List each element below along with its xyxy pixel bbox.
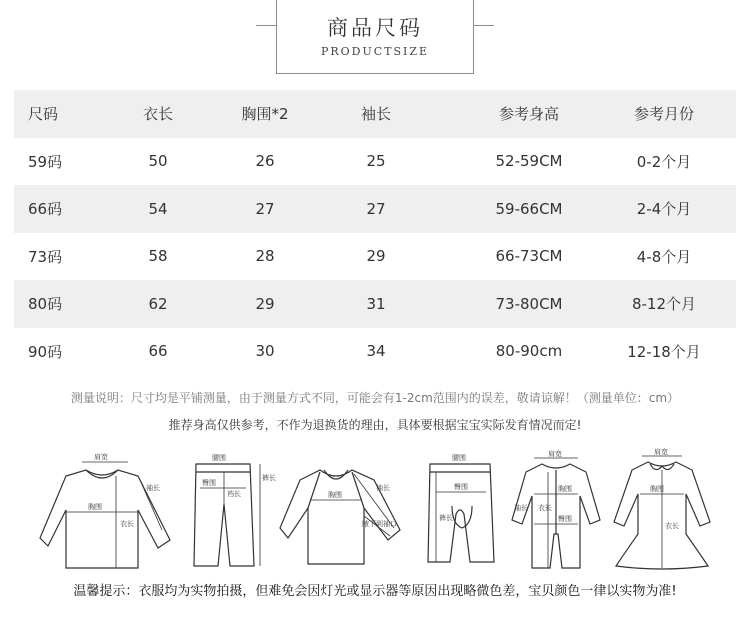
table-row — [14, 185, 736, 233]
table-row — [14, 328, 736, 376]
shirt-length-label: 衣长 — [120, 520, 134, 528]
table-cell: 29 — [255, 294, 275, 313]
table-cell: 12-18个月 — [627, 342, 701, 361]
table-cell: 8-12个月 — [631, 295, 697, 314]
shirt-chest-label: 胸围 — [88, 503, 102, 511]
raglan-sleeve-label: 袖长 — [376, 484, 390, 492]
pants-diagram — [190, 450, 276, 572]
table-cell: 27 — [255, 199, 275, 218]
pants-rise-label: 裆长 — [227, 490, 241, 498]
page-subtitle: PRODUCTSIZE — [320, 45, 430, 58]
table-cell: 58 — [148, 247, 168, 266]
table-cell: 90码 — [28, 342, 63, 361]
romper-chest-label: 胸围 — [558, 485, 572, 493]
table-cell: 34 — [366, 342, 386, 361]
column-header-length: 衣长 — [142, 105, 173, 124]
footer-note: 温馨提示：衣服均为实物拍摄，但难免会因灯光或显示器等原因出现略微色差，宝贝颜色一律以实物为准! — [73, 584, 677, 599]
table-cell: 73码 — [28, 247, 63, 266]
table-cell: 0-2个月 — [636, 152, 692, 171]
height-note: 推荐身高仅供参考，不作为退换货的理由，具体要根据宝宝实际发育情况而定! — [168, 418, 582, 432]
table-cell: 28 — [255, 247, 275, 266]
romper-diagram — [508, 450, 604, 572]
page-title: 商品尺码 — [327, 16, 423, 40]
column-header-size: 尺码 — [28, 105, 59, 124]
table-header-row — [14, 90, 736, 138]
pants2-waist-label: 腰围 — [452, 454, 466, 462]
romper-hip-label: 臀围 — [558, 515, 572, 523]
raglan-underarm-label: 腋下到袖口 — [362, 520, 397, 528]
table-cell: 80-90cm — [495, 342, 563, 361]
table-cell: 30 — [255, 342, 275, 361]
pants-waist-label: 腰围 — [212, 454, 226, 462]
table-cell: 66码 — [28, 200, 63, 219]
table-cell: 2-4个月 — [636, 200, 692, 219]
table-row — [14, 138, 736, 186]
raglan-shirt-diagram — [278, 450, 402, 572]
shirt-diagram — [36, 450, 168, 572]
table-cell: 29 — [366, 247, 386, 266]
table-cell: 73-80CM — [495, 294, 563, 313]
column-header-chest: 胸围*2 — [241, 105, 289, 124]
table-cell: 59码 — [28, 152, 63, 171]
table-cell: 80码 — [28, 295, 63, 314]
table-row — [14, 280, 736, 328]
dress-chest-label: 胸围 — [650, 485, 664, 493]
pants-length-label: 裤长 — [262, 474, 276, 482]
table-row — [14, 233, 736, 281]
table-cell: 26 — [255, 152, 275, 171]
title-line-left — [256, 25, 276, 26]
dress-length-label: 衣长 — [665, 522, 679, 530]
shirt-shoulder-label: 肩宽 — [94, 453, 108, 461]
table-cell: 59-66CM — [495, 199, 563, 218]
table-cell: 62 — [148, 294, 168, 313]
pants2-length-label: 裤长 — [439, 514, 453, 522]
table-cell: 66 — [148, 342, 168, 361]
table-cell: 52-59CM — [495, 152, 563, 171]
column-header-age: 参考月份 — [633, 105, 694, 124]
dress-diagram — [610, 450, 714, 572]
table-cell: 25 — [366, 152, 386, 171]
raglan-chest-label: 胸围 — [328, 491, 342, 499]
pants-hip-label: 臀围 — [202, 479, 216, 487]
shirt-sleeve-label: 袖长 — [146, 484, 160, 492]
title-line-right — [474, 25, 494, 26]
romper-shoulder-label: 肩宽 — [548, 450, 562, 458]
table-cell: 4-8个月 — [636, 247, 692, 266]
column-header-sleeve: 袖长 — [360, 105, 391, 124]
dress-shoulder-label: 肩宽 — [654, 448, 668, 456]
pants2-hip-label: 臀围 — [454, 483, 468, 491]
column-header-height: 参考身高 — [498, 105, 559, 124]
measure-note: 测量说明：尺寸均是平铺测量，由于测量方式不同，可能会有1-2cm范围内的误差，敬请谅解！（测量单位：cm） — [70, 391, 680, 405]
romper-sleeve-label: 袖长 — [514, 504, 528, 512]
size-table — [14, 90, 736, 375]
table-cell: 31 — [366, 294, 386, 313]
table-cell: 27 — [366, 199, 386, 218]
table-cell: 66-73CM — [495, 247, 563, 266]
table-cell: 54 — [148, 199, 168, 218]
pants-cuffed-diagram — [424, 450, 500, 572]
romper-length-label: 衣长 — [538, 504, 552, 512]
table-cell: 50 — [148, 152, 168, 171]
title-box — [276, 0, 474, 74]
